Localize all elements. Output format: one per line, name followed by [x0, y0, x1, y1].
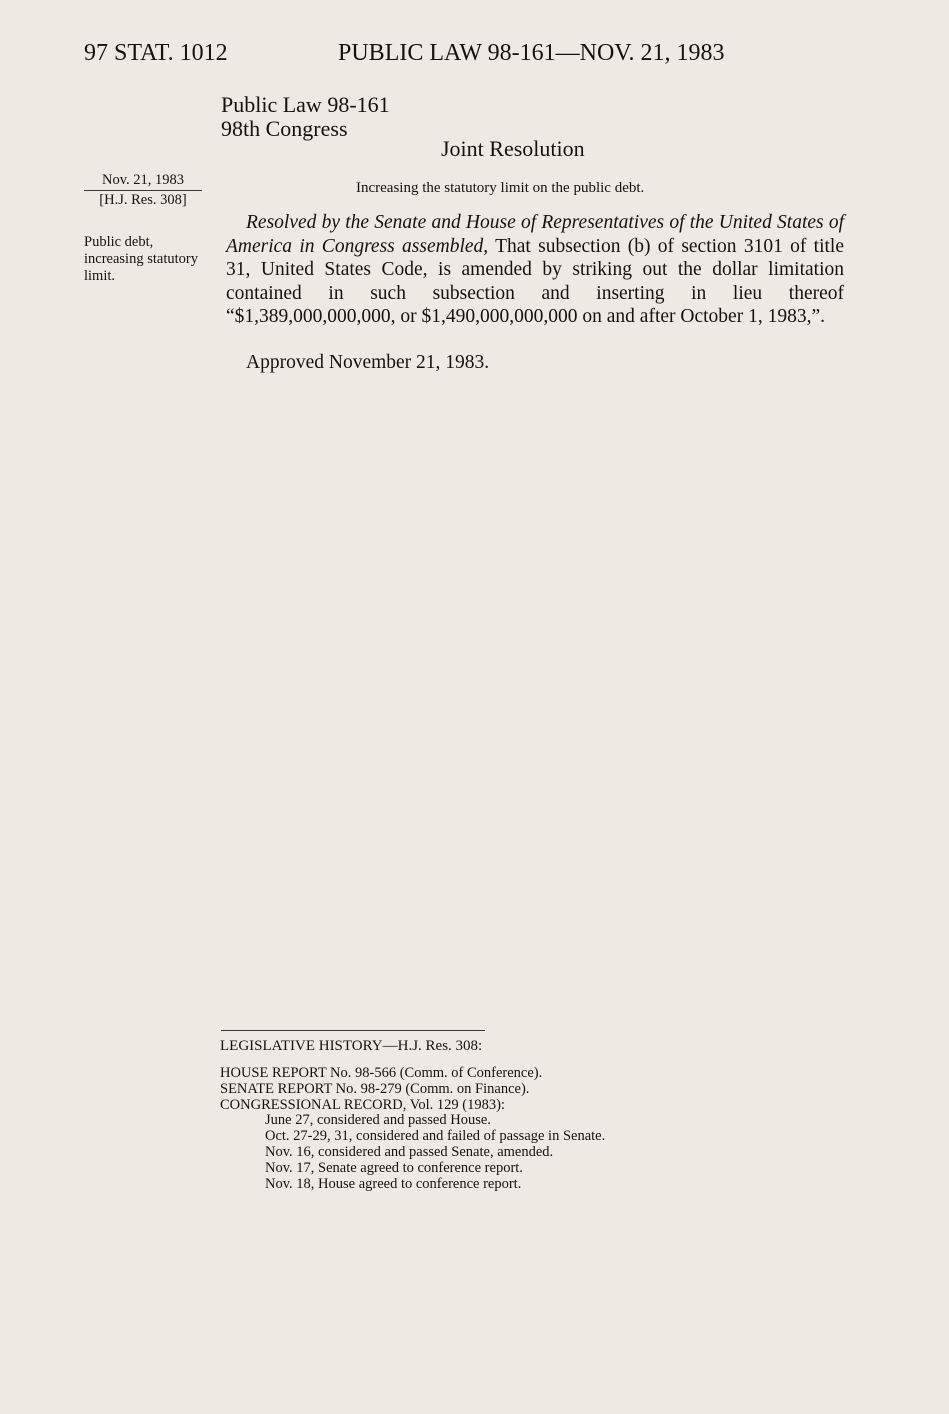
congress: 98th Congress [221, 116, 348, 141]
margin-date: Nov. 21, 1983 [84, 172, 202, 191]
margin-note: Public debt, increasing statutory limit. [84, 234, 198, 284]
legislative-history-title: LEGISLATIVE HISTORY—H.J. Res. 308: [220, 1038, 483, 1054]
legislative-history [220, 1066, 605, 1192]
record-entry: Nov. 17, Senate agreed to conference report. [265, 1159, 523, 1176]
stat-page-number: 97 STAT. 1012 [84, 40, 228, 66]
record-entry: Nov. 16, considered and passed Senate, amended. [265, 1143, 554, 1160]
record-entry: June 27, considered and passed House. [265, 1112, 491, 1129]
resolution-text [226, 211, 844, 329]
enacting-clause: Resolved by the Senate and House of Representatives of the United States of America in Congress assembled, [226, 212, 844, 257]
history-rule [221, 1030, 485, 1031]
history-entry: HOUSE REPORT No. 98-566 (Comm. of Conference). [220, 1065, 543, 1081]
history-entry: SENATE REPORT No. 98-279 (Comm. on Finance). [220, 1080, 530, 1097]
margin-resolution: [H.J. Res. 308] [99, 192, 187, 208]
approval-line: Approved November 21, 1983. [246, 352, 490, 373]
law-number: Public Law 98-161 [221, 92, 390, 117]
record-entry: Oct. 27-29, 31, considered and failed of passage in Senate. [265, 1128, 606, 1145]
running-head: PUBLIC LAW 98-161—NOV. 21, 1983 [338, 40, 725, 66]
record-entry: Nov. 18, House agreed to conference report. [265, 1175, 522, 1192]
history-entry: CONGRESSIONAL RECORD, Vol. 129 (1983): [220, 1096, 505, 1113]
document-type: Joint Resolution [441, 136, 585, 161]
resolution-body: That subsection (b) of section 3101 of title 31, United States Code, is amended by striking out the dollar limitation contained in such subsection and inserting in lieu thereof “$1,389,000,000,000, or $1,490,000,000,000 on and after October 1, 1983,”. [226, 235, 844, 327]
subtitle: Increasing the statutory limit on the public debt. [356, 180, 645, 196]
